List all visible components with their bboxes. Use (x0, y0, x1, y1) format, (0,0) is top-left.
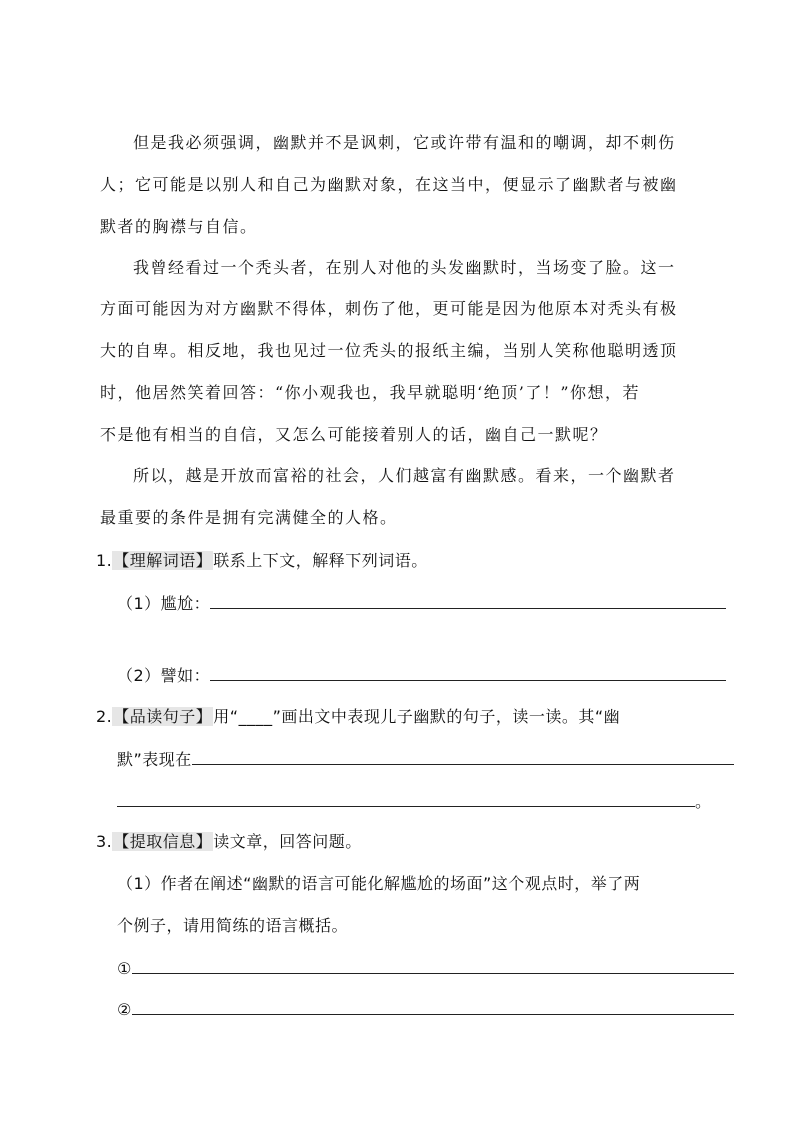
answer-blank[interactable] (132, 959, 734, 974)
question-3-sub-1-cont: 个例子，请用简练的语言概括。 (117, 916, 349, 935)
passage-line: 大的自卑。相反地，我也见过一位秃头的报纸主编，当别人笑称他聪明透顶 (100, 341, 678, 360)
passage-line: 人；它可能是以别人和自己为幽默对象，在这当中，便显示了幽默者与被幽 (100, 175, 678, 194)
question-text: 读文章，回答问题。 (213, 832, 362, 851)
answer-blank[interactable] (192, 750, 734, 765)
question-number: 2. (96, 707, 113, 726)
answer-line-2 (117, 1000, 734, 1020)
answer-blank[interactable] (210, 666, 726, 681)
answer-blank[interactable] (117, 792, 695, 807)
item-marker: ② (117, 1000, 132, 1019)
question-tag: 【品读句子】 (113, 707, 213, 726)
sentence-end: 。 (695, 792, 712, 811)
answer-blank[interactable] (132, 1000, 734, 1015)
question-tag: 【理解词语】 (113, 551, 213, 570)
passage-line: 时，他居然笑着回答：“你小观我也，我早就聪明‘绝顶’了！”你想，若 (100, 383, 641, 402)
answer-blank[interactable] (210, 594, 726, 609)
passage-line: 最重要的条件是拥有完满健全的人格。 (100, 508, 398, 527)
question-number: 1. (96, 551, 113, 570)
question-2 (96, 707, 620, 727)
underline-mark: ____ (238, 707, 273, 726)
question-tag: 【提取信息】 (113, 832, 213, 851)
answer-line-1 (117, 959, 734, 979)
question-3-sub-1: （1）作者在阐述“幽默的语言可能化解尴尬的场面”这个观点时，举了两 (117, 874, 641, 893)
question-1 (96, 551, 428, 571)
question-2-line-3 (117, 792, 712, 812)
sub-question-label: （2）譬如： (117, 666, 211, 685)
passage-line: 方面可能因为对方幽默不得体，刺伤了他，更可能是因为他原本对秃头有极 (100, 299, 678, 318)
question-text: 默”表现在 (117, 750, 192, 769)
passage-line: 我曾经看过一个秃头者，在别人对他的头发幽默时，当场变了脸。这一 (133, 258, 676, 277)
question-text: 联系上下文，解释下列词语。 (213, 551, 428, 570)
sub-question-label: （1）尴尬： (117, 594, 211, 613)
question-text: ”画出文中表现儿子幽默的句子，读一读。其“幽 (272, 707, 621, 726)
passage-line: 但是我必须强调，幽默并不是讽刺，它或许带有温和的嘲调，却不刺伤 (133, 133, 676, 152)
question-2-line-2 (117, 750, 734, 770)
item-marker: ① (117, 959, 132, 978)
passage-line: 所以，越是开放而富裕的社会，人们越富有幽默感。看来，一个幽默者 (133, 466, 676, 485)
question-number: 3. (96, 832, 113, 851)
question-1-sub-2 (117, 666, 726, 686)
passage-line: 默者的胸襟与自信。 (100, 217, 258, 236)
question-text: 用“ (213, 707, 239, 726)
question-1-sub-1 (117, 594, 726, 614)
question-3 (96, 832, 362, 852)
passage-line: 不是他有相当的自信，又怎么可能接着别人的话，幽自己一默呢？ (100, 425, 608, 444)
